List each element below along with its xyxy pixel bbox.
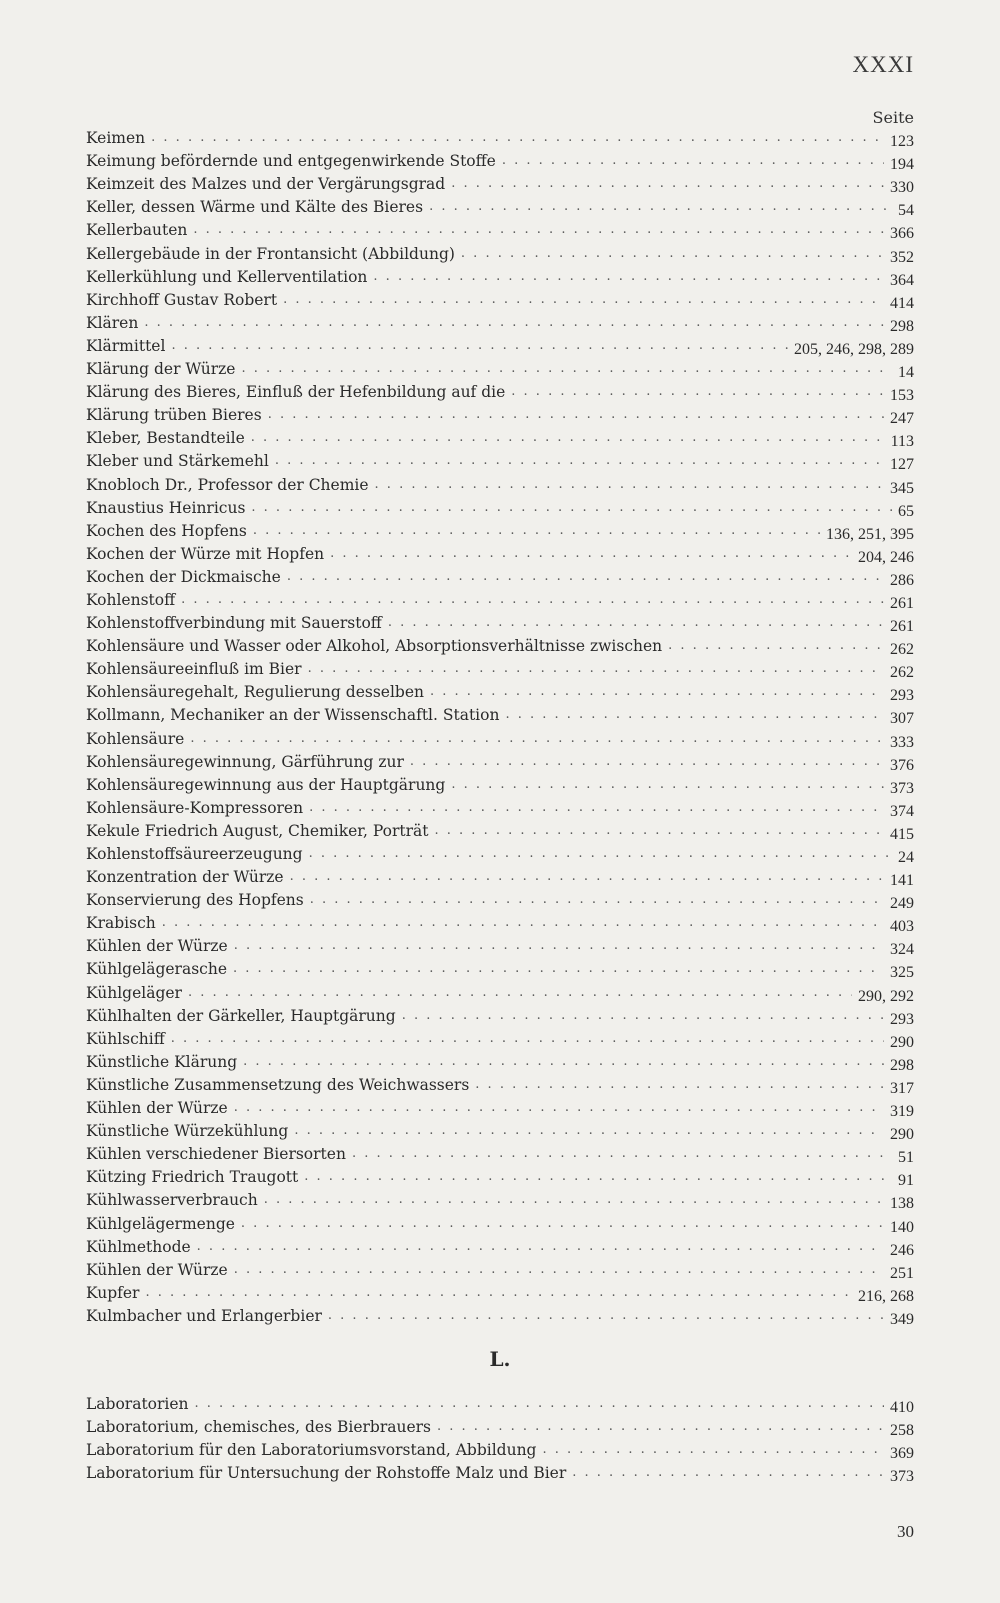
dot-leader [171,1030,884,1048]
entry-term: Kühlen der Würze [86,1260,228,1279]
entry-pages: 345 [890,479,914,497]
entry-term: Kirchhoff Gustav Robert [86,290,278,309]
index-entry [86,540,914,566]
entry-term: Kohlensäuregewinnung aus der Hauptgärung [86,775,446,794]
entry-pages: 194 [890,156,914,174]
entry-term: Knobloch Dr., Professor der Chemie [86,475,369,494]
index-entry [86,286,914,312]
dot-leader [287,568,884,586]
dot-leader [234,1261,884,1279]
seite-column-label: Seite [872,108,914,127]
index-entry [86,1256,914,1282]
entry-term: Konservierung des Hopfens [86,891,304,910]
index-entry [86,586,914,612]
entry-pages: 247 [890,410,914,428]
index-entry [86,1233,914,1259]
entry-pages: 376 [890,756,914,774]
index-entry [86,863,914,890]
entry-term: Keller, dessen Wärme und Kälte des Bieres [86,198,424,217]
dot-leader [309,799,884,817]
index-entry [86,932,914,959]
index-entry [86,1413,914,1440]
dot-leader [197,1238,884,1256]
entry-term: Kollmann, Mechaniker an der Wissenschaftl. Station [86,706,500,725]
entry-term: Künstliche Klärung [86,1052,238,1071]
dot-leader [352,1145,892,1163]
entry-pages: 246 [890,1241,914,1259]
entry-pages: 373 [890,1468,914,1486]
index-entry [86,124,914,151]
entry-pages: 369 [890,1445,914,1463]
index-entry [86,378,914,405]
dot-leader [330,545,852,563]
entry-pages: 317 [890,1079,914,1097]
entry-term: Künstliche Würzekühlung [86,1122,289,1141]
entry-pages: 373 [890,779,914,797]
entry-term: Laboratorium für Untersuchung der Rohstoffe Malz und Bier [86,1464,567,1483]
dot-leader [243,1053,884,1071]
dot-leader [435,822,884,840]
dot-leader [304,1168,892,1186]
entry-pages: 153 [890,387,914,405]
entry-term: Kellerbauten [86,221,188,240]
entry-term: Kulmbacher und Erlangerbier [86,1306,322,1325]
dot-leader [190,730,884,748]
dot-leader [193,221,884,239]
index-entry [86,1186,914,1213]
index-entry [86,794,914,820]
dot-leader [234,937,884,955]
entry-term: Kleber und Stärkemehl [86,452,269,471]
entry-pages: 54 [898,202,914,220]
entry-pages: 293 [890,1010,914,1028]
entry-pages: 262 [890,664,914,682]
entry-pages: 293 [890,687,914,705]
dot-leader [145,1284,852,1302]
dot-leader [402,1007,884,1025]
dot-leader [188,984,852,1002]
entry-term: Kochen der Würze mit Hopfen [86,544,325,563]
entry-pages: 24 [898,849,914,866]
entry-pages: 286 [890,571,914,589]
entry-pages: 127 [890,456,914,474]
dot-leader [195,1395,884,1413]
index-entry [86,147,914,174]
dot-leader [234,1099,884,1117]
dot-leader [181,591,884,609]
dot-leader [668,637,884,655]
index-entry [86,1279,914,1305]
entry-term: Kühlgelägerasche [86,960,227,979]
entry-pages: 205, 246, 298, 289 [794,340,914,358]
index-entry [86,1025,914,1051]
dot-leader [451,776,884,794]
entry-term: Klärung trüben Bieres [86,406,262,425]
index-entry [86,517,914,543]
dot-leader [475,1076,884,1094]
index-entry [86,263,914,289]
index-entry [86,609,914,636]
index-entry [86,840,914,866]
dot-leader [542,1441,884,1459]
index-list-k [86,124,914,1328]
page-header-roman: XXXI [852,52,914,77]
entry-pages: 249 [890,895,914,913]
entry-term: Kühlen der Würze [86,1099,228,1118]
entry-term: Kohlensäure und Wasser oder Alkohol, Absorptionsverhältnisse zwischen [86,637,663,656]
entry-term: Kühlgelägermenge [86,1214,235,1233]
entry-pages: 204, 246 [858,548,914,566]
index-entry [86,1209,914,1236]
dot-leader [502,152,884,170]
dot-leader [251,429,885,447]
index-entry [86,678,914,705]
entry-pages: 366 [890,225,914,243]
entry-term: Kohlensäure [86,729,185,748]
entry-pages: 262 [890,641,914,659]
entry-term: Kochen der Dickmaische [86,567,281,586]
entry-term: Konzentration der Würze [86,868,284,887]
page-number: 30 [897,1522,914,1541]
index-entry [86,1302,914,1328]
entry-pages: 51 [898,1149,914,1167]
index-entry [86,239,914,266]
entry-term: Kohlenstoff [86,590,176,609]
entry-pages: 65 [898,502,914,520]
entry-term: Kohlenstoffsäureerzeugung [86,845,303,863]
index-entry [86,1163,914,1190]
index-entry [86,193,914,220]
dot-leader [308,660,884,678]
entry-pages: 349 [890,1310,914,1328]
index-entry [86,724,914,751]
index-entry [86,817,914,843]
dot-leader [162,914,884,932]
entry-pages: 403 [890,918,914,936]
index-entry [86,701,914,728]
entry-pages: 325 [890,964,914,982]
index-entry [86,978,914,1005]
entry-term: Laboratorium, chemisches, des Bierbrauers [86,1418,431,1437]
entry-pages: 261 [890,618,914,636]
entry-term: Laboratorien [86,1395,189,1414]
dot-leader [283,291,884,309]
dot-leader [144,314,884,332]
dot-leader [410,753,884,771]
index-entry [86,494,914,520]
index-entry [86,424,914,451]
entry-term: Kohlenstoffverbindung mit Sauerstoff [86,614,382,633]
entry-pages: 140 [890,1218,914,1236]
index-entry [86,401,914,428]
entry-pages: 298 [890,317,914,335]
entry-term: Knaustius Heinricus [86,498,246,517]
entry-pages: 410 [890,1399,914,1417]
index-entry [86,748,914,774]
dot-leader [309,845,892,863]
dot-leader [451,175,884,193]
index-entry [86,886,914,913]
entry-term: Kühlmethode [86,1237,191,1256]
dot-leader [310,891,884,909]
entry-pages: 136, 251, 395 [826,525,914,543]
dot-leader [388,614,884,632]
index-entry [86,1048,914,1074]
index-entry [86,309,914,335]
entry-pages: 333 [890,733,914,751]
entry-pages: 364 [890,271,914,289]
entry-pages: 290 [890,1033,914,1051]
entry-term: Kohlensäure-Kompressoren [86,798,304,817]
index-entry [86,170,914,197]
entry-pages: 113 [890,433,914,451]
entry-pages: 319 [890,1103,914,1121]
entry-pages: 91 [898,1172,914,1190]
section-letter-l: L. [489,1347,511,1371]
entry-pages: 298 [890,1056,914,1074]
entry-pages: 123 [890,133,914,151]
index-entry [86,1071,914,1097]
entry-pages: 307 [890,710,914,728]
index-entry [86,909,914,936]
index-entry [86,771,914,797]
dot-leader [375,476,884,494]
entry-term: Keimen [86,129,146,148]
entry-term: Kekule Friedrich August, Chemiker, Porträt [86,821,429,840]
dot-leader [151,129,884,147]
dot-leader [505,706,884,724]
index-entry [86,1002,914,1028]
index-entry [86,447,914,474]
index-entry [86,1094,914,1121]
index-entry [86,563,914,589]
index-entry [86,1390,914,1417]
dot-leader [233,960,884,978]
entry-pages: 14 [898,364,914,382]
index-entry [86,955,914,982]
dot-leader [264,1191,884,1209]
entry-term: Keimung befördernde und entgegenwirkende Stoffe [86,152,496,171]
entry-pages: 352 [890,248,914,266]
index-entry [86,1436,914,1463]
entry-term: Klärung der Würze [86,360,236,379]
dot-leader [290,868,884,886]
entry-term: Kellergebäude in der Frontansicht (Abbildung) [86,244,455,263]
entry-term: Kühlwasserverbrauch [86,1191,258,1210]
dot-leader [437,1418,884,1436]
dot-leader [253,522,820,540]
dot-leader [241,1215,884,1233]
dot-leader [373,268,884,286]
entry-term: Klärmittel [86,336,166,355]
index-entry [86,1140,914,1167]
entry-pages: 251 [890,1264,914,1282]
entry-term: Kohlensäureeinfluß im Bier [86,660,302,679]
entry-term: Keimzeit des Malzes und der Vergärungsgrad [86,175,446,194]
entry-pages: 261 [890,594,914,612]
entry-pages: 258 [890,1422,914,1440]
dot-leader [268,406,884,424]
entry-term: Kochen des Hopfens [86,521,247,540]
entry-term: Kühlschiff [86,1029,165,1048]
dot-leader [251,499,892,517]
dot-leader [429,198,892,216]
entry-term: Klären [86,313,139,332]
dot-leader [171,337,788,355]
entry-pages: 374 [890,802,914,820]
dot-leader [511,383,884,401]
entry-pages: 290, 292 [858,987,914,1005]
entry-term: Kellerkühlung und Kellerventilation [86,267,368,286]
entry-term: Künstliche Zusammensetzung des Weichwassers [86,1075,470,1094]
dot-leader [241,360,892,378]
entry-pages: 324 [890,941,914,959]
index-entry [86,1459,914,1486]
entry-pages: 290 [890,1126,914,1144]
entry-term: Kühlen verschiedener Biersorten [86,1145,346,1164]
index-list-l [86,1390,914,1486]
entry-pages: 414 [890,294,914,312]
entry-pages: 216, 268 [858,1287,914,1305]
entry-term: Kohlensäuregehalt, Regulierung desselben [86,683,424,702]
index-entry [86,1117,914,1144]
entry-term: Kohlensäuregewinnung, Gärführung zur [86,752,404,771]
dot-leader [328,1307,884,1325]
index-entry [86,632,914,659]
entry-term: Kühlgeläger [86,983,182,1002]
entry-term: Kützing Friedrich Traugott [86,1168,299,1187]
entry-term: Laboratorium für den Laboratoriumsvorstand, Abbildung [86,1441,537,1460]
entry-term: Kupfer [86,1283,140,1302]
entry-pages: 415 [890,825,914,843]
dot-leader [430,683,884,701]
entry-term: Klärung des Bieres, Einfluß der Hefenbildung auf die [86,383,506,402]
index-entry [86,332,914,358]
index-entry [86,655,914,682]
entry-pages: 138 [890,1195,914,1213]
index-entry [86,470,914,497]
entry-term: Kleber, Bestandteile [86,429,245,448]
dot-leader [461,245,884,263]
entry-term: Kühlhalten der Gärkeller, Hauptgärung [86,1006,396,1025]
entry-term: Krabisch [86,914,156,933]
dot-leader [294,1122,884,1140]
entry-pages: 330 [890,179,914,197]
entry-pages: 141 [890,872,914,890]
dot-leader [275,452,884,470]
dot-leader [572,1464,884,1482]
index-entry [86,216,914,243]
entry-term: Kühlen der Würze [86,937,228,956]
